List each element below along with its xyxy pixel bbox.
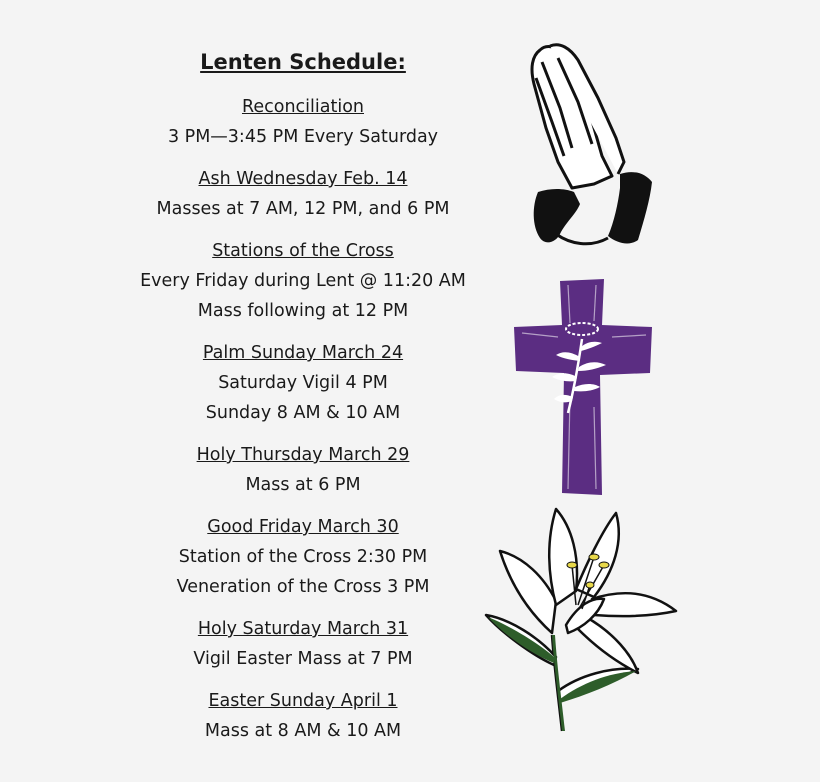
event-detail: Saturday Vigil 4 PM	[218, 373, 388, 393]
event-ash-wednesday	[103, 164, 503, 224]
event-heading: Good Friday March 30	[207, 517, 399, 537]
event-detail: Veneration of the Cross 3 PM	[176, 577, 430, 597]
event-heading: Palm Sunday March 24	[202, 343, 404, 363]
event-detail: Sunday 8 AM & 10 AM	[205, 403, 401, 423]
easter-lily-icon	[482, 505, 682, 737]
event-palm-sunday	[103, 338, 503, 428]
event-detail: 3 PM—3:45 PM Every Saturday	[167, 127, 439, 147]
event-detail: Every Friday during Lent @ 11:20 AM	[140, 271, 466, 291]
event-heading: Stations of the Cross	[212, 241, 394, 261]
schedule-column	[103, 46, 503, 758]
event-detail: Station of the Cross 2:30 PM	[178, 547, 428, 567]
event-holy-thursday	[103, 440, 503, 500]
event-detail: Mass at 8 AM & 10 AM	[204, 721, 402, 741]
event-easter-sunday	[103, 686, 503, 746]
event-heading: Holy Thursday March 29	[196, 445, 410, 465]
event-reconciliation	[103, 92, 503, 152]
event-heading: Holy Saturday March 31	[197, 619, 409, 639]
event-detail: Mass at 6 PM	[245, 475, 361, 495]
praying-hands-icon	[520, 38, 660, 252]
event-heading: Easter Sunday April 1	[208, 691, 398, 711]
event-heading: Reconciliation	[241, 97, 364, 117]
event-heading: Ash Wednesday Feb. 14	[198, 169, 408, 189]
event-detail: Masses at 7 AM, 12 PM, and 6 PM	[156, 199, 450, 219]
page-title: Lenten Schedule:	[200, 50, 406, 74]
event-good-friday	[103, 512, 503, 602]
event-detail: Mass following at 12 PM	[197, 301, 409, 321]
event-detail: Vigil Easter Mass at 7 PM	[193, 649, 413, 669]
purple-cross-icon	[512, 277, 654, 497]
event-holy-saturday	[103, 614, 503, 674]
event-stations-of-the-cross	[103, 236, 503, 326]
